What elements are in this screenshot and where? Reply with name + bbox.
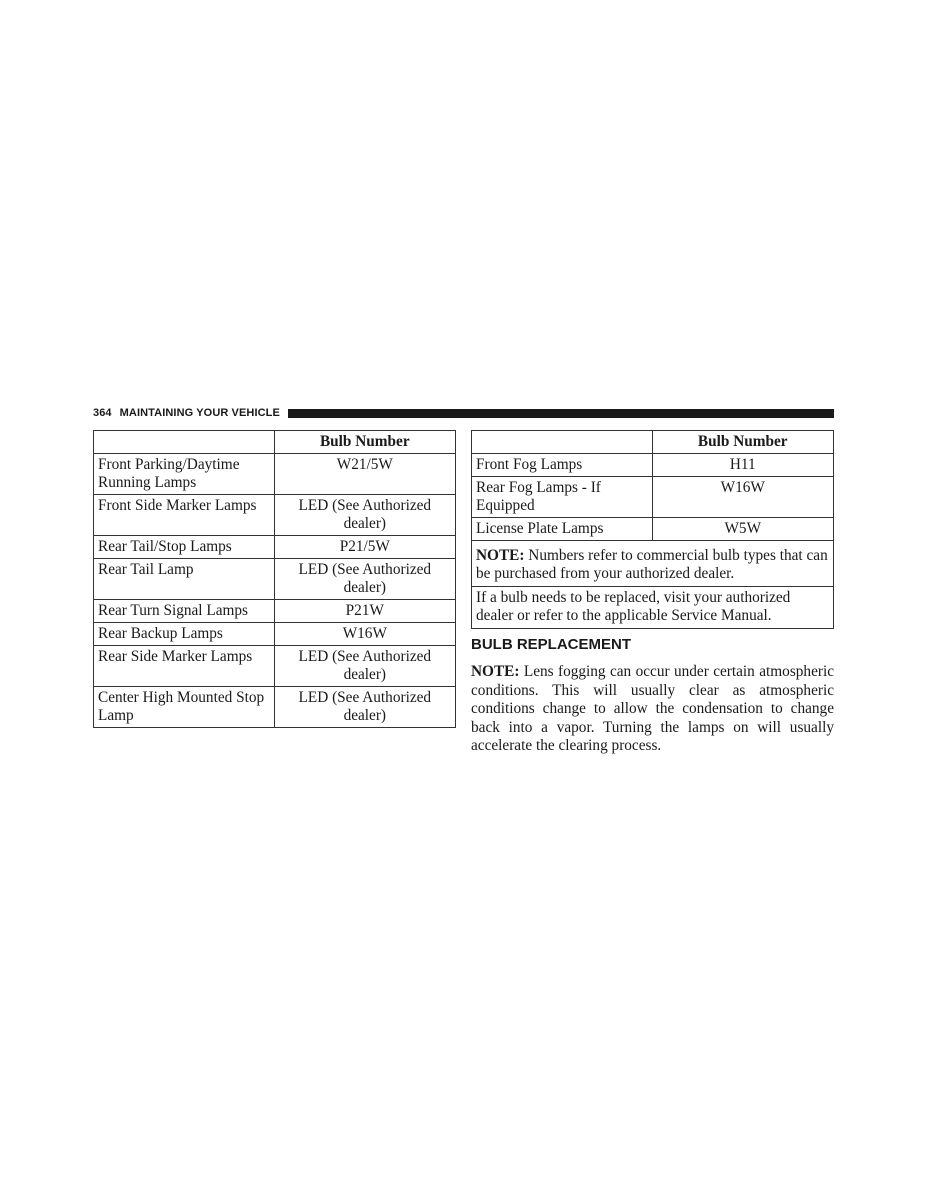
page-header <box>93 405 834 421</box>
note-text: Lens fogging can occur under certain atmospheric conditions. This will usually clear as atmospheric conditions change to allow the condensation to change back into a vapor. Turning the lamps on will usually accelerate the clearing process. <box>471 663 834 755</box>
bulb-number: P21/5W <box>274 536 455 559</box>
bulb-number: W21/5W <box>274 454 455 495</box>
bulb-number: W16W <box>652 477 834 518</box>
bulb-table-left <box>93 430 456 728</box>
lamp-name: Rear Backup Lamps <box>94 623 275 646</box>
bulb-replacement-note <box>471 663 834 756</box>
table-row <box>94 536 456 559</box>
page-number: 364 <box>93 407 112 419</box>
table-note <box>472 541 834 587</box>
table-header-row <box>472 431 834 454</box>
lamp-name: Front Parking/Daytime Running Lamps <box>94 454 275 495</box>
bulb-number: W16W <box>274 623 455 646</box>
table-header-bulb-number: Bulb Number <box>652 431 834 454</box>
table-header-blank <box>94 431 275 454</box>
note-label: NOTE: <box>476 547 525 564</box>
table-header-row <box>94 431 456 454</box>
table-row <box>94 623 456 646</box>
section-title: MAINTAINING YOUR VEHICLE <box>119 407 280 419</box>
bulb-number: LED (See Authorized dealer) <box>274 687 455 728</box>
bulb-number: LED (See Authorized dealer) <box>274 559 455 600</box>
lamp-name: License Plate Lamps <box>472 518 653 541</box>
note-label: NOTE: <box>471 663 520 680</box>
lamp-name: Rear Side Marker Lamps <box>94 646 275 687</box>
bulb-number: W5W <box>652 518 834 541</box>
lamp-name: Front Side Marker Lamps <box>94 495 275 536</box>
table-row <box>472 477 834 518</box>
lamp-name: Rear Turn Signal Lamps <box>94 600 275 623</box>
lamp-name: Rear Fog Lamps - If Equipped <box>472 477 653 518</box>
bulb-number: P21W <box>274 600 455 623</box>
table-row <box>472 518 834 541</box>
table-row <box>94 600 456 623</box>
table-replace-note: If a bulb needs to be replaced, visit your authorized dealer or refer to the applicable Service Manual. <box>472 587 834 629</box>
table-row <box>94 495 456 536</box>
table-header-bulb-number: Bulb Number <box>274 431 455 454</box>
lamp-name: Rear Tail/Stop Lamps <box>94 536 275 559</box>
bulb-table-right <box>471 430 834 629</box>
lamp-name: Center High Mounted Stop Lamp <box>94 687 275 728</box>
bulb-replacement-heading: BULB REPLACEMENT <box>471 636 631 653</box>
lamp-name: Front Fog Lamps <box>472 454 653 477</box>
header-rule <box>288 409 834 418</box>
table-row <box>94 687 456 728</box>
note-text: Numbers refer to commercial bulb types that can be purchased from your authorized dealer. <box>476 547 828 582</box>
bulb-number: LED (See Authorized dealer) <box>274 646 455 687</box>
bulb-number: LED (See Authorized dealer) <box>274 495 455 536</box>
bulb-number: H11 <box>652 454 834 477</box>
table-note-row <box>472 587 834 629</box>
table-row <box>94 559 456 600</box>
table-row <box>472 454 834 477</box>
table-row <box>94 454 456 495</box>
table-note-row <box>472 541 834 587</box>
table-header-blank <box>472 431 653 454</box>
table-row <box>94 646 456 687</box>
lamp-name: Rear Tail Lamp <box>94 559 275 600</box>
